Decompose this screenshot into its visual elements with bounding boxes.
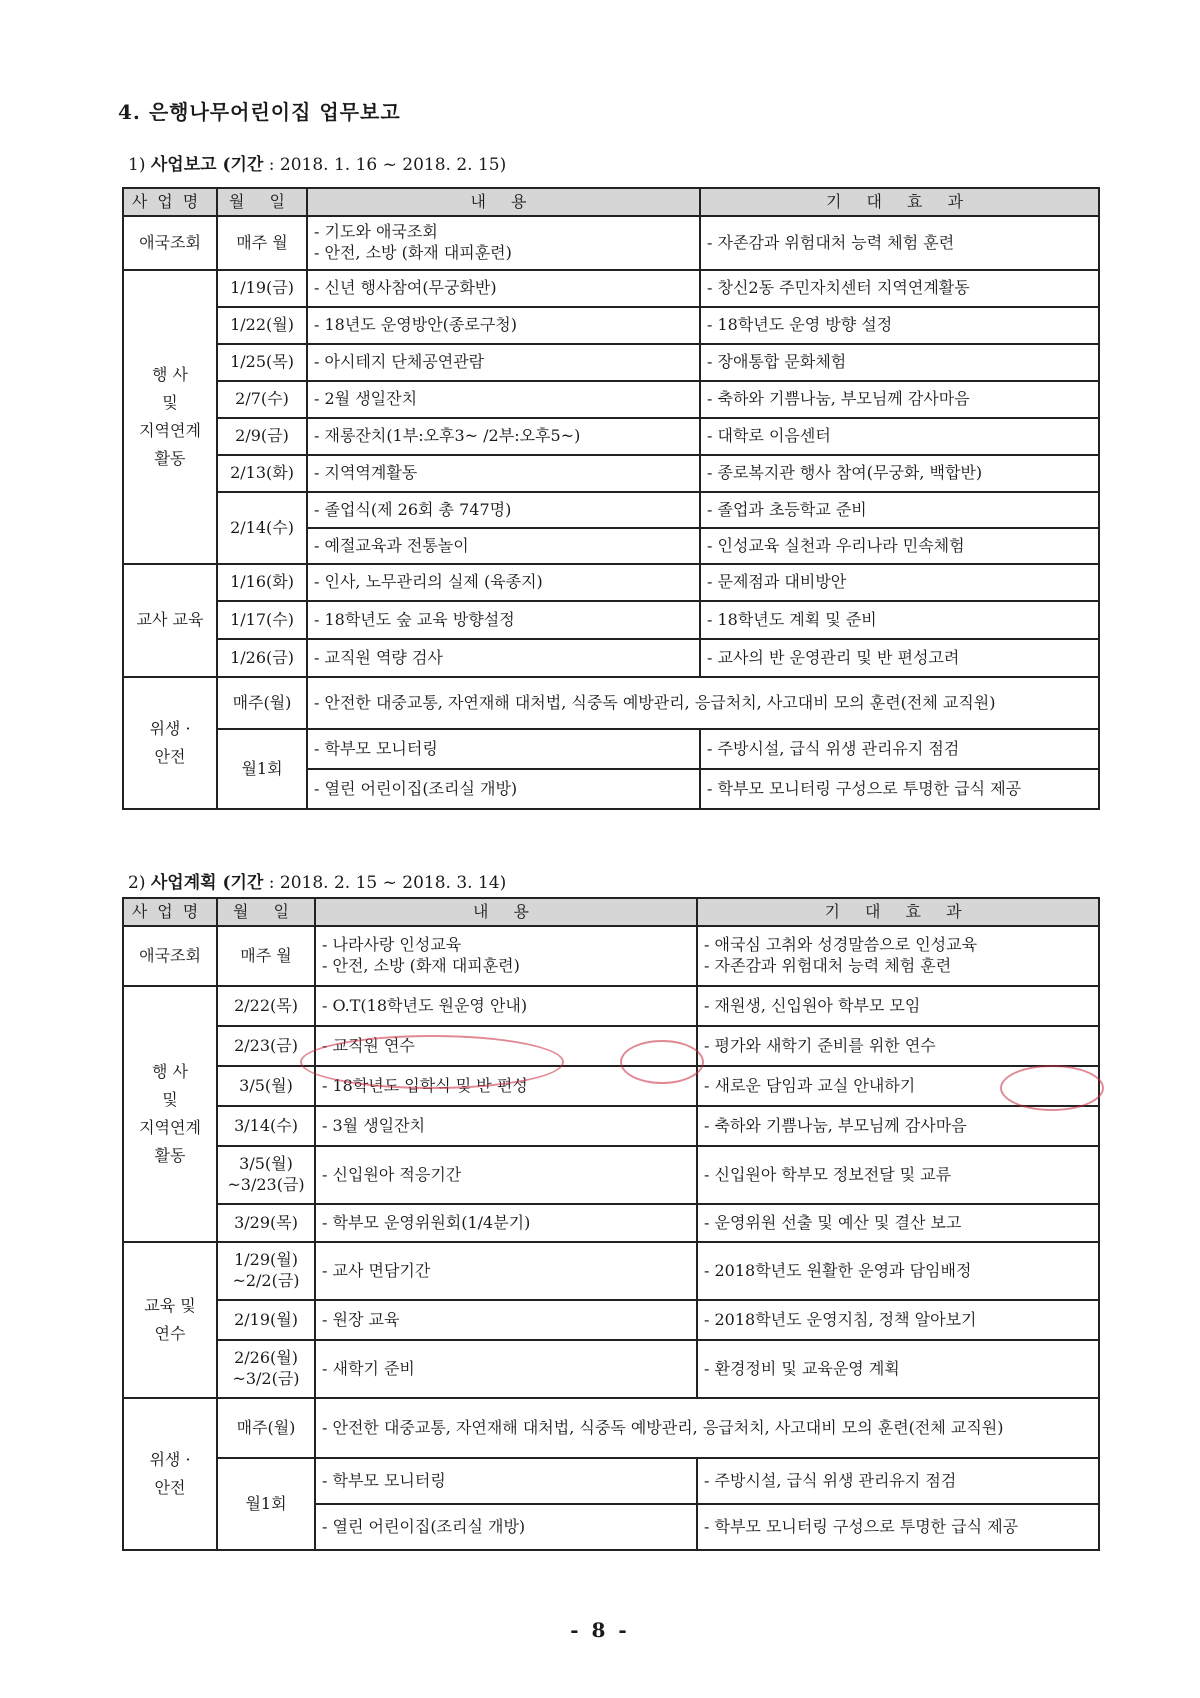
table-row	[123, 1242, 1099, 1300]
table-row	[123, 639, 1099, 677]
category-line: 활동	[154, 449, 186, 468]
effect-cell: - 자존감과 위험대처 능력 체험 훈련	[700, 216, 1099, 270]
category-cell	[123, 986, 217, 1242]
date-cell: 2/23(금)	[217, 1026, 315, 1066]
report-heading-num: 1)	[128, 155, 146, 175]
effect-cell	[697, 926, 1099, 986]
col-header-date: 월 일	[217, 898, 315, 926]
col-header-business: 사업명	[123, 898, 217, 926]
effect-cell: - 평가와 새학기 준비를 위한 연수	[697, 1026, 1099, 1066]
content-cell: - 원장 교육	[315, 1300, 697, 1340]
date-line: ~3/23(금)	[227, 1175, 305, 1194]
content-cell: - 교직원 역량 검사	[307, 639, 700, 677]
table-row	[123, 1204, 1099, 1242]
content-line: - 나라사랑 인성교육	[322, 935, 462, 955]
category-line: 지역연계	[139, 421, 201, 440]
red-seal-mark	[1000, 1065, 1104, 1111]
table-header	[123, 898, 1099, 926]
content-cell: - 신입원아 적응기간	[315, 1146, 697, 1204]
effect-cell: - 대학로 이음센터	[700, 418, 1099, 455]
category-cell	[123, 677, 217, 809]
plan-heading-period: : 2018. 2. 15 ~ 2018. 3. 14)	[268, 873, 507, 893]
effect-cell: - 종로복지관 행사 참여(무궁화, 백합반)	[700, 455, 1099, 492]
col-header-content: 내 용	[307, 188, 700, 216]
table-row	[123, 1300, 1099, 1340]
report-table	[122, 187, 1100, 810]
category-line: 및	[162, 393, 178, 412]
content-cell: - 재롱잔치(1부:오후3~ /2부:오후5~)	[307, 418, 700, 455]
content-line: - 안전, 소방 (화재 대피훈련)	[314, 243, 512, 262]
content-cell: - 열린 어린이집(조리실 개방)	[315, 1504, 697, 1550]
table-row	[123, 418, 1099, 455]
report-heading-period: : 2018. 1. 16 ~ 2018. 2. 15)	[268, 155, 507, 175]
effect-cell: - 학부모 모니터링 구성으로 투명한 급식 제공	[700, 769, 1099, 809]
table-row	[123, 216, 1099, 270]
table-row	[123, 344, 1099, 381]
effect-cell: - 창신2동 주민자치센터 지역연계활동	[700, 270, 1099, 307]
date-line: 3/5(월)	[239, 1154, 293, 1174]
date-cell: 2/19(월)	[217, 1300, 315, 1340]
col-header-content: 내 용	[315, 898, 697, 926]
date-cell: 매주 월	[217, 926, 315, 986]
category-line: 활동	[154, 1146, 186, 1165]
effect-cell: - 새로운 담임과 교실 안내하기	[697, 1066, 1099, 1106]
table-row	[123, 601, 1099, 639]
red-seal-mark	[300, 1035, 564, 1089]
content-cell: - 18년도 운영방안(종로구청)	[307, 307, 700, 344]
page-title: 4. 은행나무어린이집 업무보고	[118, 100, 401, 124]
content-cell: - 18학년도 숲 교육 방향설정	[307, 601, 700, 639]
date-cell: 1/17(수)	[217, 601, 307, 639]
content-cell: - 아시테지 단체공연관람	[307, 344, 700, 381]
table-row	[123, 1340, 1099, 1398]
date-line: 2/26(월)	[234, 1348, 298, 1368]
date-cell	[217, 1340, 315, 1398]
date-cell	[217, 1242, 315, 1300]
date-cell: 매주 월	[217, 216, 307, 270]
date-cell: 매주(월)	[217, 1398, 315, 1458]
category-cell	[123, 1242, 217, 1398]
content-cell: - 학부모 모니터링	[315, 1458, 697, 1504]
date-line: 1/29(월)	[234, 1250, 298, 1270]
content-cell: - 열린 어린이집(조리실 개방)	[307, 769, 700, 809]
plan-heading-bold: 사업계획 (기간	[150, 873, 264, 893]
date-cell	[217, 1146, 315, 1204]
date-cell: 1/19(금)	[217, 270, 307, 307]
effect-cell: - 2018학년도 원활한 운영과 담임배정	[697, 1242, 1099, 1300]
content-cell: - 학부모 운영위원회(1/4분기)	[315, 1204, 697, 1242]
date-cell: 3/29(목)	[217, 1204, 315, 1242]
date-cell: 월1회	[217, 729, 307, 809]
table-row	[123, 986, 1099, 1026]
table-row	[123, 455, 1099, 492]
content-cell: - 교사 면담기간	[315, 1242, 697, 1300]
date-cell: 3/5(월)	[217, 1066, 315, 1106]
content-cell: - 지역역계활동	[307, 455, 700, 492]
content-cell: - 교직원 연수	[315, 1026, 697, 1066]
effect-cell: - 졸업과 초등학교 준비	[700, 492, 1099, 528]
content-line: - 기도와 애국조회	[314, 222, 438, 242]
report-heading-bold: 사업보고 (기간	[150, 155, 264, 175]
effect-cell: - 축하와 기쁨나눔, 부모님께 감사마음	[697, 1106, 1099, 1146]
category-line: 지역연계	[139, 1118, 201, 1137]
effect-cell: - 주방시설, 급식 위생 관리유지 점검	[697, 1458, 1099, 1504]
content-cell: - 18학년도 입학식 및 반 편성	[315, 1066, 697, 1106]
table-row	[123, 492, 1099, 528]
category-cell	[123, 1398, 217, 1550]
table-row	[123, 1106, 1099, 1146]
effect-cell: - 학부모 모니터링 구성으로 투명한 급식 제공	[697, 1504, 1099, 1550]
date-cell: 매주(월)	[217, 677, 307, 729]
category-line: 행 사	[152, 365, 188, 384]
col-header-effect: 기 대 효 과	[700, 188, 1099, 216]
plan-table	[122, 897, 1100, 1551]
table-row	[123, 381, 1099, 418]
category-line: 및	[162, 1090, 178, 1109]
table-row	[123, 729, 1099, 769]
content-cell: - O.T(18학년도 원운영 안내)	[315, 986, 697, 1026]
date-line: ~3/2(금)	[232, 1369, 300, 1388]
category-cell: 애국조회	[123, 926, 217, 986]
effect-cell: - 신입원아 학부모 정보전달 및 교류	[697, 1146, 1099, 1204]
category-line: 교육 및	[144, 1296, 196, 1315]
date-cell: 2/13(화)	[217, 455, 307, 492]
effect-cell: - 인성교육 실천과 우리나라 민속체험	[700, 528, 1099, 564]
effect-cell: - 문제점과 대비방안	[700, 564, 1099, 601]
date-cell: 2/22(목)	[217, 986, 315, 1026]
col-header-date: 월 일	[217, 188, 307, 216]
table-row	[123, 307, 1099, 344]
table-row	[123, 1458, 1099, 1504]
date-cell: 1/25(목)	[217, 344, 307, 381]
table-header	[123, 188, 1099, 216]
category-line: 연수	[154, 1324, 186, 1343]
category-line: 행 사	[152, 1062, 188, 1081]
effect-cell: - 2018학년도 운영지침, 정책 알아보기	[697, 1300, 1099, 1340]
content-cell: - 학부모 모니터링	[307, 729, 700, 769]
content-cell	[315, 926, 697, 986]
table-row	[123, 1026, 1099, 1066]
effect-cell: - 운영위원 선출 및 예산 및 결산 보고	[697, 1204, 1099, 1242]
date-cell: 2/14(수)	[217, 492, 307, 564]
category-cell: 교사 교육	[123, 564, 217, 677]
date-cell: 3/14(수)	[217, 1106, 315, 1146]
content-cell: - 졸업식(제 26회 총 747명)	[307, 492, 700, 528]
category-line: 안전	[154, 1478, 186, 1497]
content-cell: - 새학기 준비	[315, 1340, 697, 1398]
effect-line: - 애국심 고취와 성경말씀으로 인성교육	[704, 935, 978, 955]
date-line: ~2/2(금)	[232, 1271, 300, 1290]
col-header-effect: 기 대 효 과	[697, 898, 1099, 926]
content-cell: - 3월 생일잔치	[315, 1106, 697, 1146]
category-cell	[123, 270, 217, 564]
red-seal-mark	[620, 1040, 704, 1084]
table-row	[123, 677, 1099, 729]
category-line: 안전	[154, 747, 186, 766]
content-cell: - 안전한 대중교통, 자연재해 대처법, 식중독 예방관리, 응급처치, 사고대비 모의 훈련(전체 교직원)	[307, 677, 1099, 729]
date-cell: 1/16(화)	[217, 564, 307, 601]
effect-cell: - 18학년도 운영 방향 설정	[700, 307, 1099, 344]
content-line: - 안전, 소방 (화재 대피훈련)	[322, 956, 520, 975]
table-row	[123, 1066, 1099, 1106]
effect-cell: - 축하와 기쁨나눔, 부모님께 감사마음	[700, 381, 1099, 418]
content-cell: - 신년 행사참여(무궁화반)	[307, 270, 700, 307]
effect-cell: - 18학년도 계획 및 준비	[700, 601, 1099, 639]
col-header-business: 사업명	[123, 188, 217, 216]
effect-cell: - 교사의 반 운영관리 및 반 편성고려	[700, 639, 1099, 677]
page-number: - 8 -	[570, 1618, 630, 1642]
table-row	[123, 270, 1099, 307]
category-line: 위생 ·	[149, 1450, 191, 1469]
date-cell: 2/9(금)	[217, 418, 307, 455]
content-cell: - 인사, 노무관리의 실제 (육종지)	[307, 564, 700, 601]
effect-cell: - 주방시설, 급식 위생 관리유지 점검	[700, 729, 1099, 769]
table-row	[123, 564, 1099, 601]
table-row	[123, 1398, 1099, 1458]
date-cell: 1/26(금)	[217, 639, 307, 677]
content-cell: - 2월 생일잔치	[307, 381, 700, 418]
plan-heading	[128, 868, 506, 893]
table-row	[123, 1146, 1099, 1204]
table-row	[123, 926, 1099, 986]
content-cell: - 안전한 대중교통, 자연재해 대처법, 식중독 예방관리, 응급처치, 사고대비 모의 훈련(전체 교직원)	[315, 1398, 1099, 1458]
date-cell: 1/22(월)	[217, 307, 307, 344]
report-heading	[128, 150, 506, 175]
date-cell: 2/7(수)	[217, 381, 307, 418]
effect-line: - 자존감과 위험대처 능력 체험 훈련	[704, 956, 952, 975]
date-cell: 월1회	[217, 1458, 315, 1550]
plan-heading-num: 2)	[128, 873, 146, 893]
effect-cell: - 환경정비 및 교육운영 계획	[697, 1340, 1099, 1398]
effect-cell: - 장애통합 문화체험	[700, 344, 1099, 381]
effect-cell: - 재원생, 신입원아 학부모 모임	[697, 986, 1099, 1026]
content-cell: - 예절교육과 전통놀이	[307, 528, 700, 564]
content-cell	[307, 216, 700, 270]
category-cell: 애국조회	[123, 216, 217, 270]
category-line: 위생 ·	[149, 719, 191, 738]
